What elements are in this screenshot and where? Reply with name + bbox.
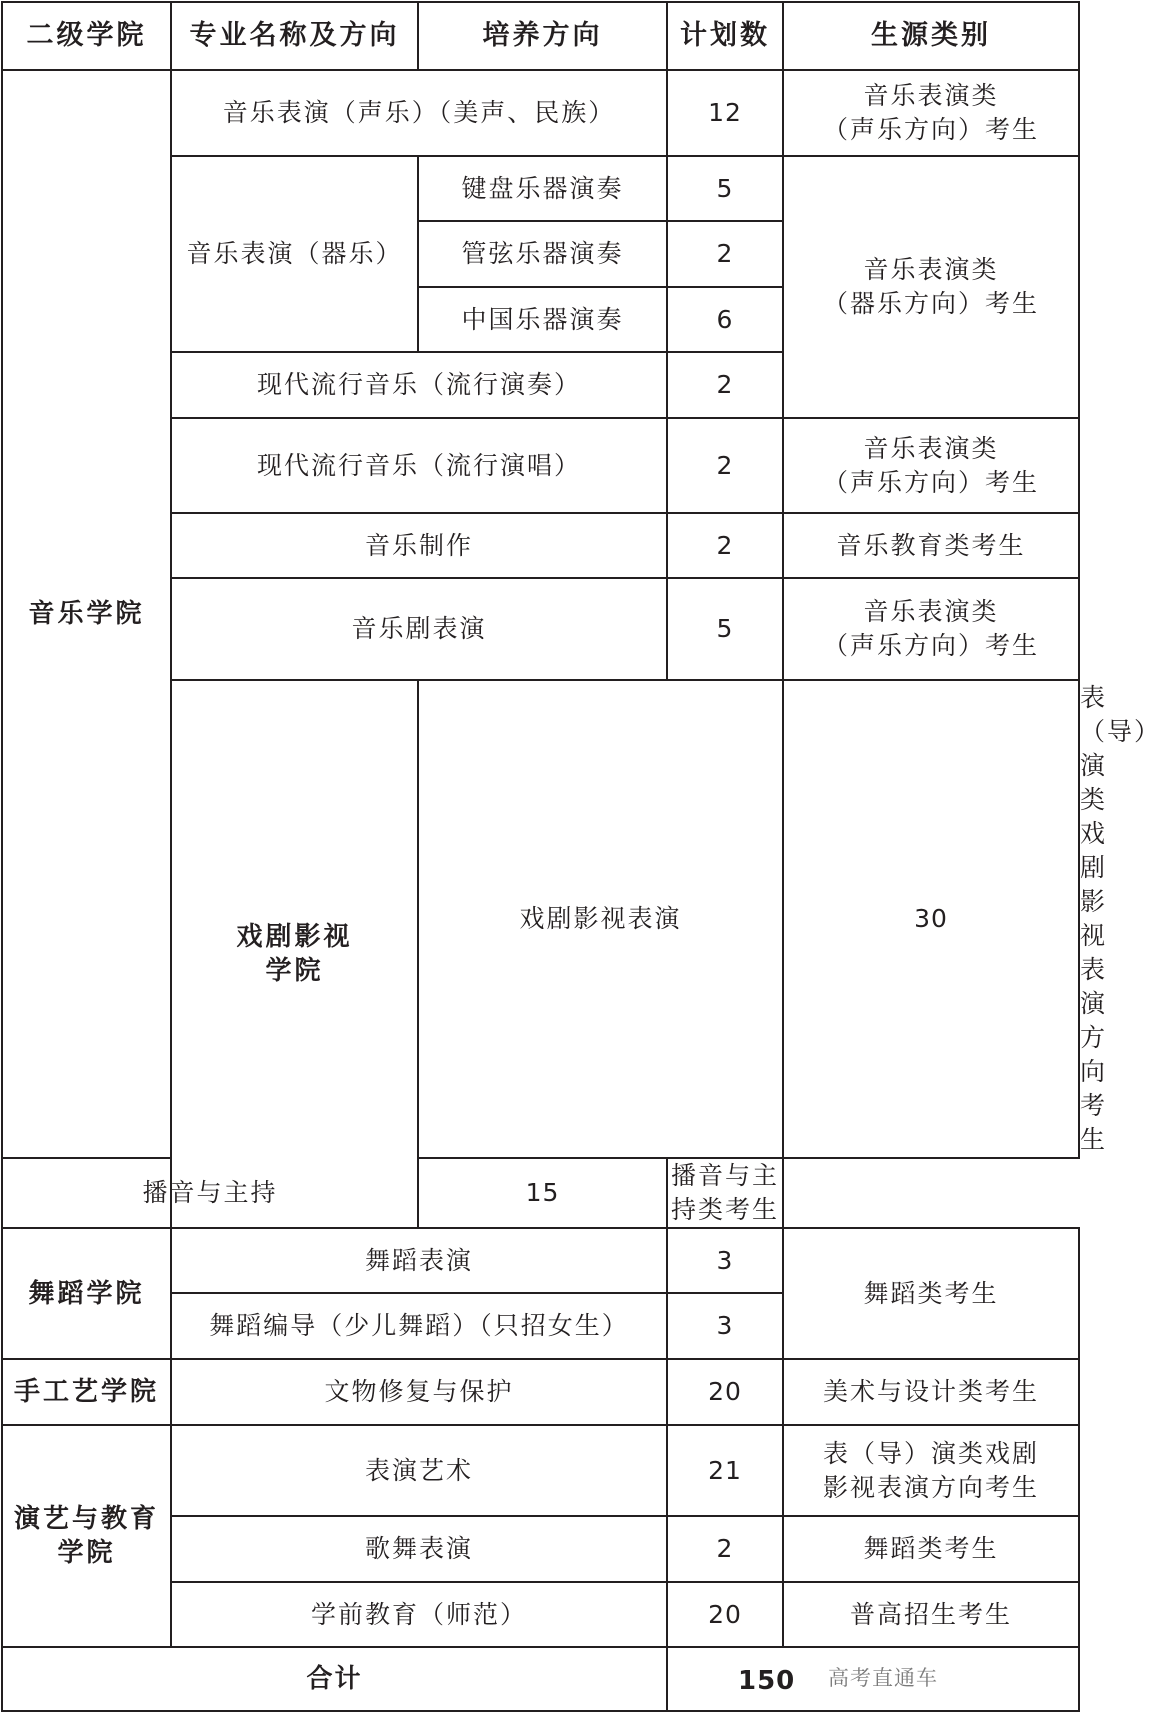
source-line: 音乐表演类 [863,433,999,463]
count-cell: 2 [667,221,783,287]
watermark: 高考直通车 [828,1666,938,1690]
major-cell: 音乐表演（声乐）（美声、民族） [171,70,667,156]
source-cell [783,156,1079,418]
count-cell: 2 [667,418,783,513]
source-cell: 普高招生考生 [783,1582,1079,1647]
table-row [2,70,1079,156]
count-cell: 30 [783,680,1079,1158]
source-line: （声乐方向）考生 [822,115,1039,144]
source-cell [783,578,1079,680]
college-performance-education [2,1425,171,1647]
total-cell [667,1647,1079,1711]
college-line: 戏剧影视 [236,922,353,952]
major-cell: 戏剧影视表演 [418,680,783,1158]
header-major: 专业名称及方向 [171,2,418,70]
college-line: 学院 [57,1538,116,1568]
major-cell: 舞蹈编导（少儿舞蹈）（只招女生） [171,1293,667,1359]
source-line: 表（导）演类戏剧 [822,1438,1039,1468]
header-college: 二级学院 [2,2,171,70]
major-cell: 学前教育（师范） [171,1582,667,1647]
college-music: 音乐学院 [2,70,171,1158]
count-cell: 5 [667,578,783,680]
header-count: 计划数 [667,2,783,70]
total-row [2,1647,1079,1711]
enrollment-plan-table [1,1,1161,1712]
college-line: 学院 [265,956,324,986]
source-cell [783,1425,1079,1516]
major-cell: 舞蹈表演 [171,1228,667,1293]
major-cell: 播音与主持 [2,1158,418,1228]
source-cell: 美术与设计类考生 [783,1359,1079,1425]
total-label: 合计 [2,1647,667,1711]
source-cell: 舞蹈类考生 [783,1228,1079,1359]
source-line: 音乐表演类 [863,597,999,626]
source-line: 音乐表演类 [863,81,999,110]
header-direction: 培养方向 [418,2,667,70]
major-cell: 表演艺术 [171,1425,667,1516]
college-craft: 手工艺学院 [2,1359,171,1425]
table-row: 戏剧影视 学院 戏剧影视表演 30 表（导）演类戏剧 影视表演方向考生 [2,680,1079,1158]
header-source: 生源类别 [783,2,1079,70]
major-cell: 音乐剧表演 [171,578,667,680]
source-cell [783,418,1079,513]
major-cell: 音乐制作 [171,513,667,578]
count-cell: 12 [667,70,783,156]
count-cell: 5 [667,156,783,221]
count-cell: 3 [667,1293,783,1359]
table-row [2,1158,1079,1228]
source-line: （声乐方向）考生 [822,631,1039,660]
major-cell: 文物修复与保护 [171,1359,667,1425]
table-row [2,1228,1079,1293]
count-cell: 20 [667,1582,783,1647]
count-cell: 2 [667,1516,783,1582]
source-cell: 音乐教育类考生 [783,513,1079,578]
source-cell: 舞蹈类考生 [783,1516,1079,1582]
count-cell: 21 [667,1425,783,1516]
total-value: 150 [738,1666,796,1696]
count-cell: 6 [667,287,783,352]
major-cell: 现代流行音乐（流行演奏） [171,352,667,418]
college-drama [171,680,418,1228]
college-line: 演艺与教育 [13,1504,159,1534]
count-cell: 2 [667,513,783,578]
college-dance: 舞蹈学院 [2,1228,171,1359]
major-cell: 歌舞表演 [171,1516,667,1582]
source-line: 影视表演方向考生 [822,1472,1039,1502]
direction-cell: 键盘乐器演奏 [418,156,667,221]
direction-cell: 管弦乐器演奏 [418,221,667,287]
count-cell: 2 [667,352,783,418]
table-row [2,1425,1079,1516]
source-line: （器乐方向）考生 [822,289,1039,318]
header-row [2,2,1079,70]
source-line: 音乐表演类 [863,255,999,284]
count-cell: 15 [418,1158,667,1228]
count-cell: 3 [667,1228,783,1293]
direction-cell: 中国乐器演奏 [418,287,667,352]
source-cell: 播音与主持类考生 [667,1158,783,1228]
table-row [2,1359,1079,1425]
source-cell [783,70,1079,156]
major-cell: 现代流行音乐（流行演唱） [171,418,667,513]
major-cell: 音乐表演（器乐） [171,156,418,352]
count-cell: 20 [667,1359,783,1425]
source-line: （声乐方向）考生 [822,467,1039,497]
